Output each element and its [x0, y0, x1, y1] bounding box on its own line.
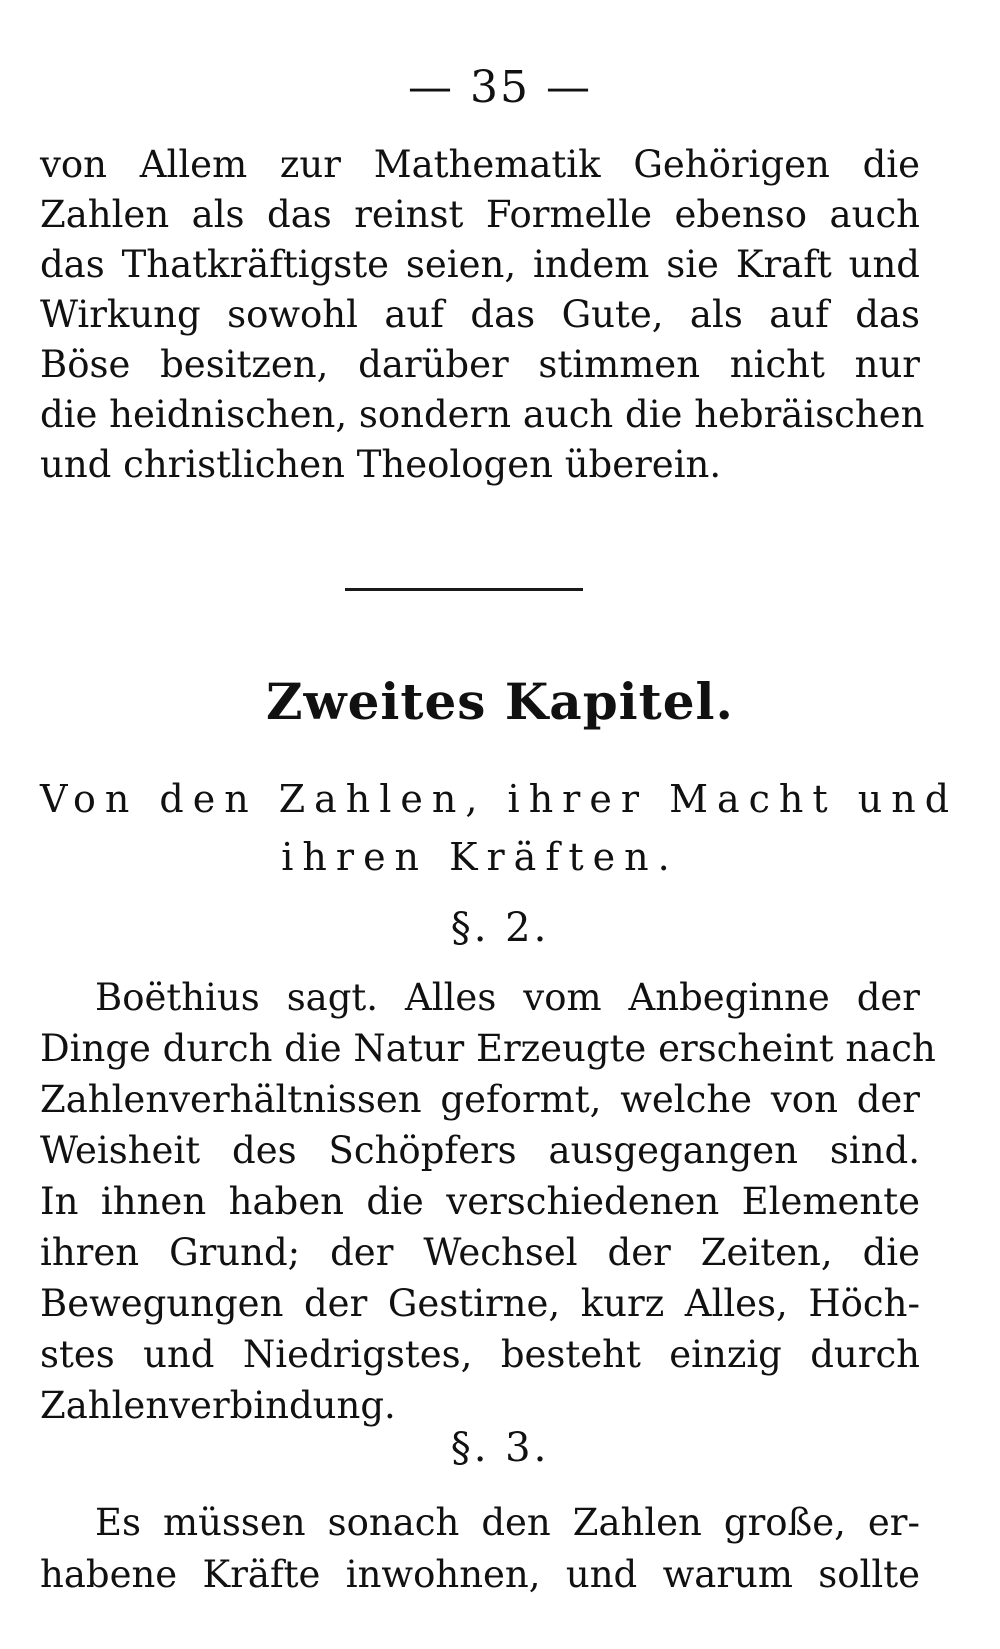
section-2-paragraph	[40, 972, 936, 1431]
text-line: ihren Grund; der Wechsel der Zeiten, die	[40, 1231, 920, 1274]
section-heading-3: §. 3.	[450, 1425, 550, 1471]
text-line: In ihnen haben die verschiedenen Elemente	[40, 1180, 920, 1223]
chapter-subtitle	[40, 770, 959, 886]
text-line: Zahlenverbindung.	[40, 1384, 396, 1427]
subtitle-line: Von den Zahlen, ihrer Macht und	[40, 777, 959, 821]
section-divider-rule	[345, 588, 583, 591]
text-line: und christlichen Theologen überein.	[40, 443, 722, 486]
text-line: die heidnischen, sondern auch die hebräischen	[40, 393, 925, 436]
section-heading-2: §. 2.	[450, 905, 550, 951]
text-line: das Thatkräftigste seien, indem sie Kraft und	[40, 243, 920, 286]
paragraph-continuation	[40, 140, 925, 490]
text-line: Boëthius sagt. Alles vom Anbeginne der	[95, 976, 920, 1019]
text-line: Es müssen sonach den Zahlen große, er-	[95, 1501, 920, 1544]
text-line: Weisheit des Schöpfers ausgegangen sind.	[40, 1129, 920, 1172]
text-line: Zahlen als das reinst Formelle ebenso auch	[40, 193, 920, 236]
section-3-paragraph	[40, 1497, 920, 1601]
text-line: Zahlenverhältnissen geformt, welche von der	[40, 1078, 920, 1121]
text-line: Dinge durch die Natur Erzeugte erscheint nach	[40, 1027, 936, 1070]
text-line: Böse besitzen, darüber stimmen nicht nur	[40, 343, 920, 386]
text-line: stes und Niedrigstes, besteht einzig durch	[40, 1333, 920, 1376]
page-number: — 35 —	[408, 62, 592, 113]
subtitle-line: ihren Kräften.	[281, 835, 679, 879]
text-line: Bewegungen der Gestirne, kurz Alles, Höch-	[40, 1282, 920, 1325]
text-line: habene Kräfte inwohnen, und warum sollte	[40, 1553, 920, 1596]
chapter-title: Zweites Kapitel.	[266, 672, 734, 731]
text-line: Wirkung sowohl auf das Gute, als auf das	[40, 293, 920, 336]
text-line: von Allem zur Mathematik Gehörigen die	[40, 143, 920, 186]
